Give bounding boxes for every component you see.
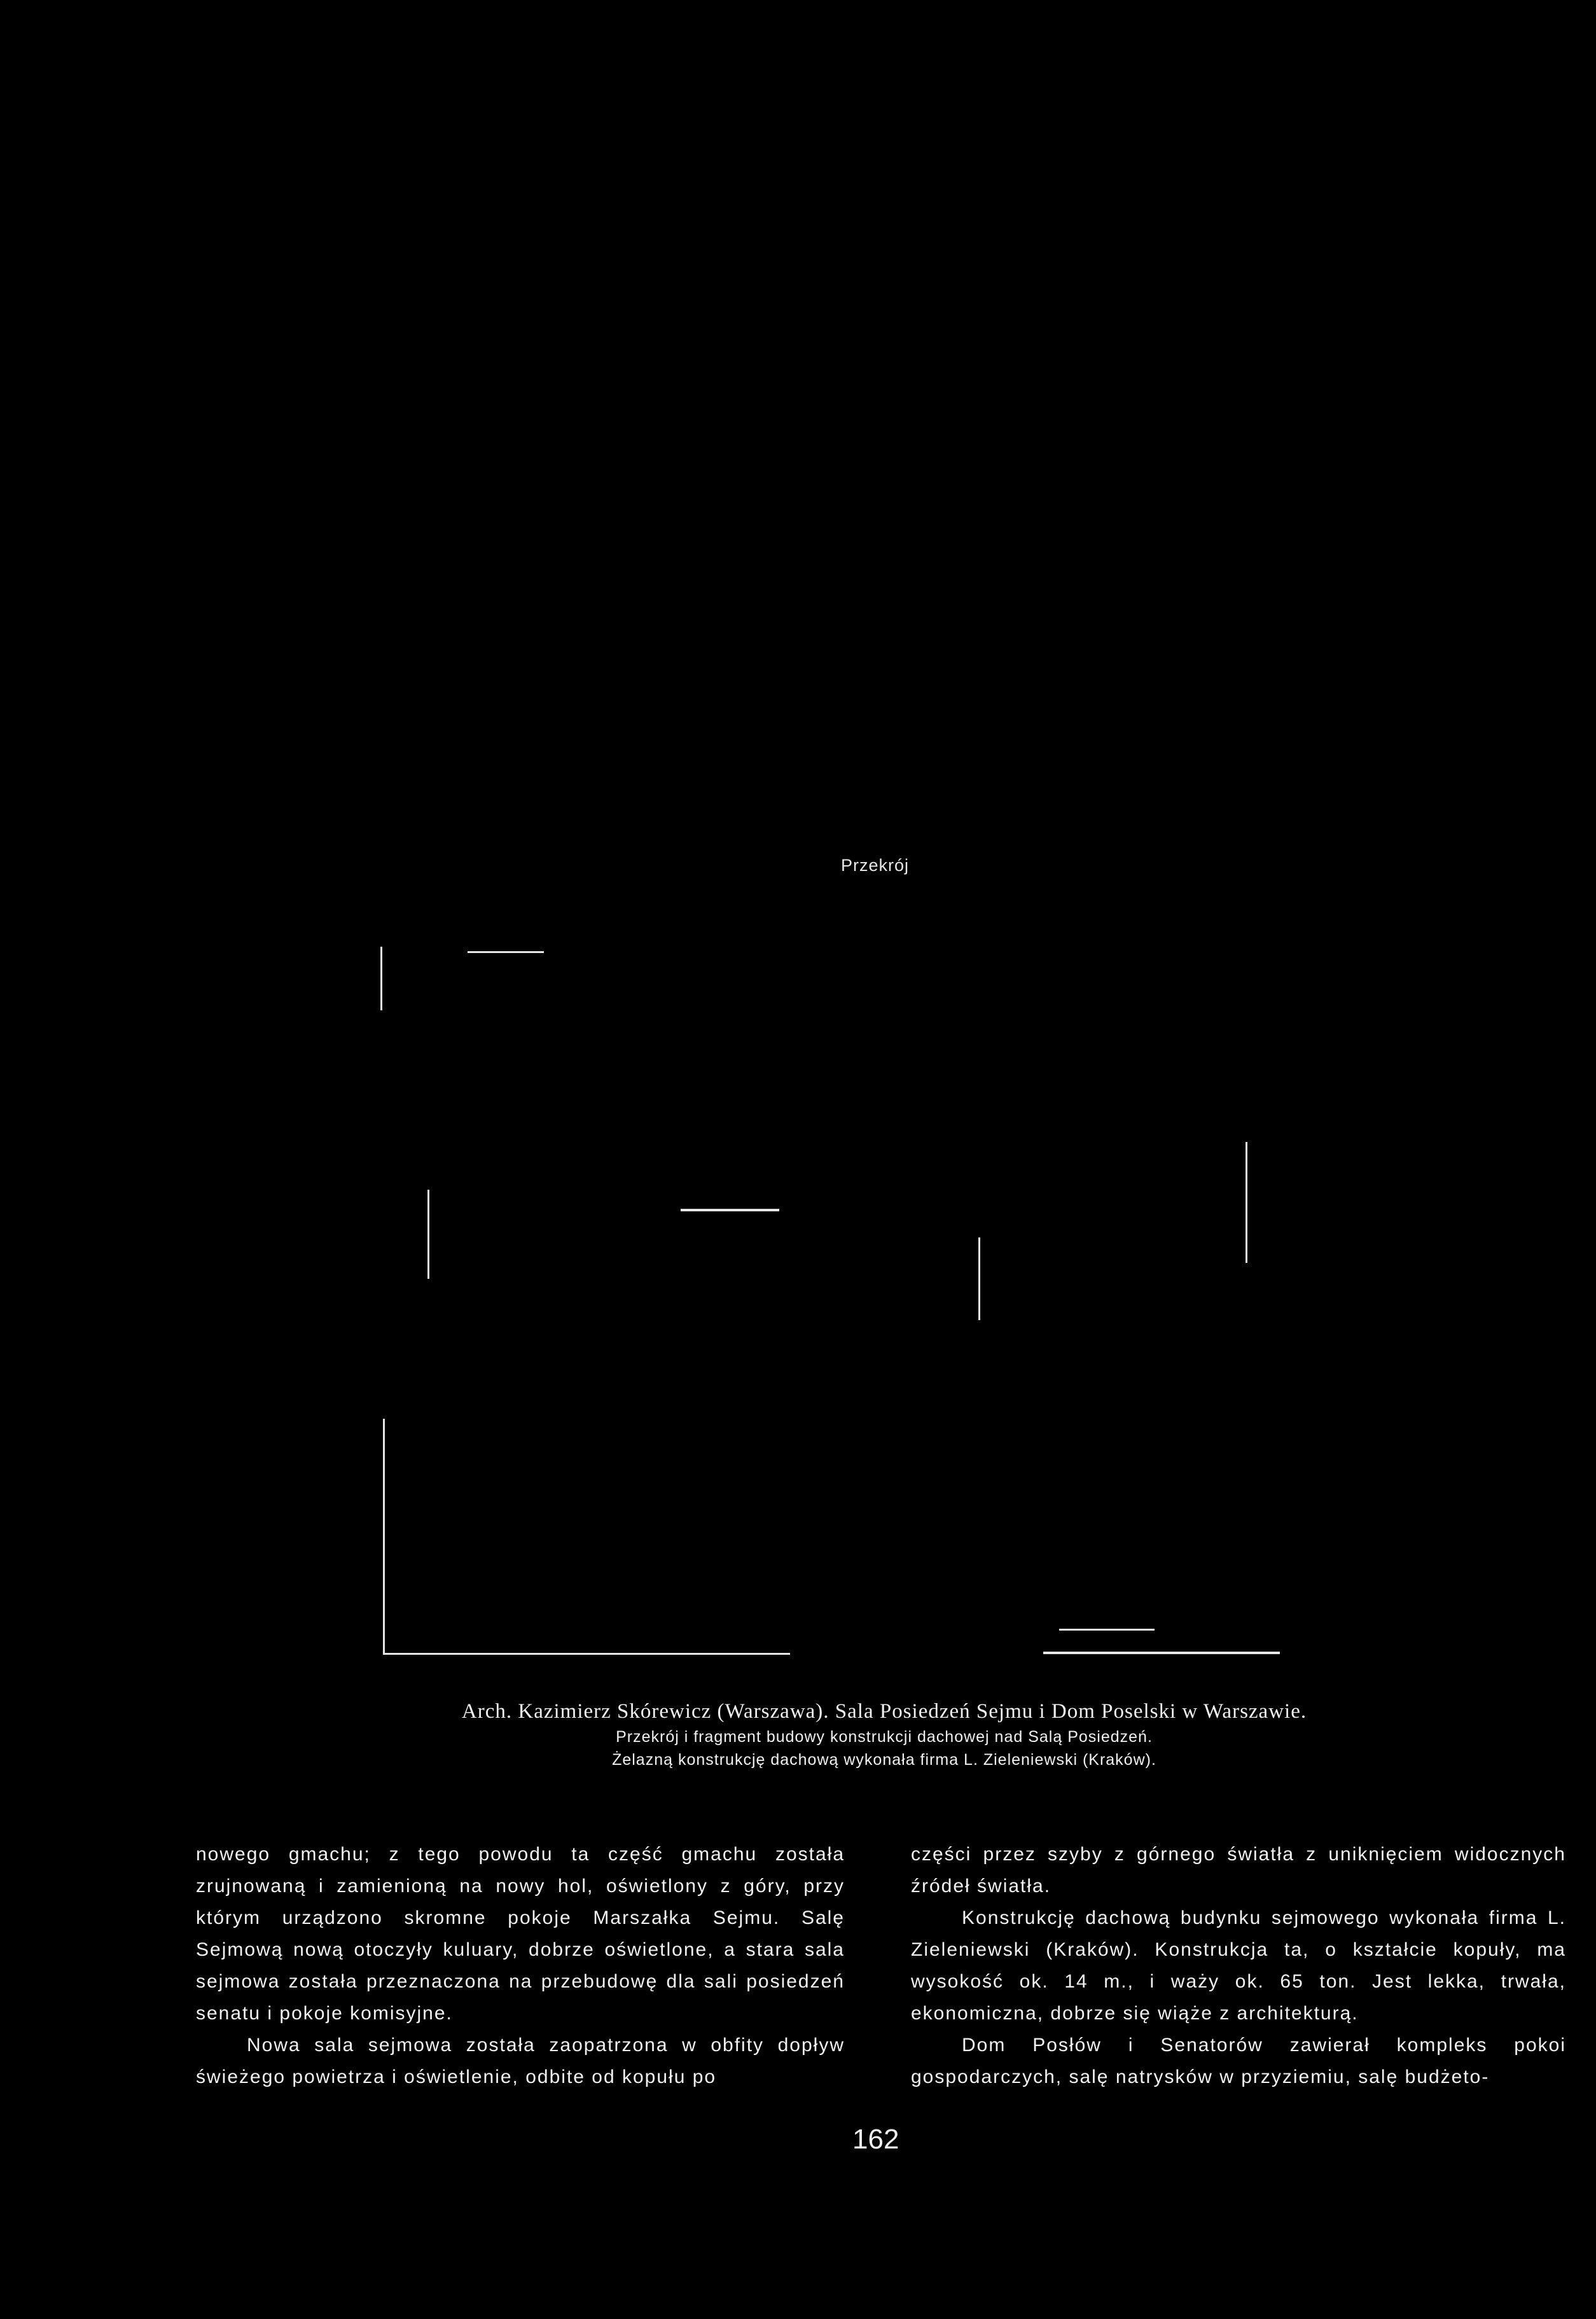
figure-line (681, 1209, 779, 1211)
figure-line (1043, 1652, 1280, 1654)
figure-label: Przekrój (841, 856, 910, 875)
paragraph: Dom Posłów i Senatorów zawierał kompleks pokoi gospodarczych, salę natrysków w przyziemiu, salę budżeto- (911, 2035, 1566, 2087)
caption-line-3: Żelazną konstrukcję dachową wykonała firma L. Zieleniewski (Kraków). (612, 1751, 1156, 1769)
figure-line (1246, 1142, 1247, 1263)
caption-line-1: Arch. Kazimierz Skórewicz (Warszawa). Sala Posiedzeń Sejmu i Dom Poselski w Warszawie. (461, 1700, 1307, 1723)
figure-line (383, 1419, 385, 1654)
caption-line-2: Przekrój i fragment budowy konstrukcji dachowej nad Salą Posiedzeń. (616, 1728, 1153, 1746)
figure-caption (388, 1697, 1380, 1771)
text-column-left (196, 1839, 845, 2093)
figure-line (427, 1190, 429, 1279)
figure-line (978, 1237, 980, 1320)
figure-line (383, 1653, 790, 1655)
figure-line (468, 951, 544, 953)
page-number: 162 (852, 2124, 899, 2155)
text-column-right (911, 1839, 1566, 2093)
paragraph: Nowa sala sejmowa została zaopatrzona w obfity dopływ świeżego powietrza i oświetlenie, odbite od kopułu po (196, 2035, 845, 2087)
paragraph: Konstrukcję dachową budynku sejmowego wykonała firma L. Zieleniewski (Kraków). Konstrukcja ta, o kształcie kopuły, ma wysokość ok. 14 m., i waży ok. 65 ton. Jest lekka, trwała, ekonomiczna, dobrze się wiąże z architekturą. (911, 1907, 1566, 2024)
figure-line (1059, 1629, 1155, 1631)
paragraph: części przez szyby z górnego światła z uniknięciem widocznych źródeł światła. (911, 1844, 1566, 1897)
figure-line (380, 947, 382, 1010)
paragraph: nowego gmachu; z tego powodu ta część gmachu została zrujnowaną i zamienioną na nowy hol, oświetlony z góry, przy którym urządzono skromne pokoje Marszałka Sejmu. Salę Sejmową nową otoczyły kuluary, dobrze oświetlone, a stara sala sejmowa została przeznaczona na przebudowę dla sali posiedzeń senatu i pokoje komisyjne. (196, 1844, 845, 2024)
